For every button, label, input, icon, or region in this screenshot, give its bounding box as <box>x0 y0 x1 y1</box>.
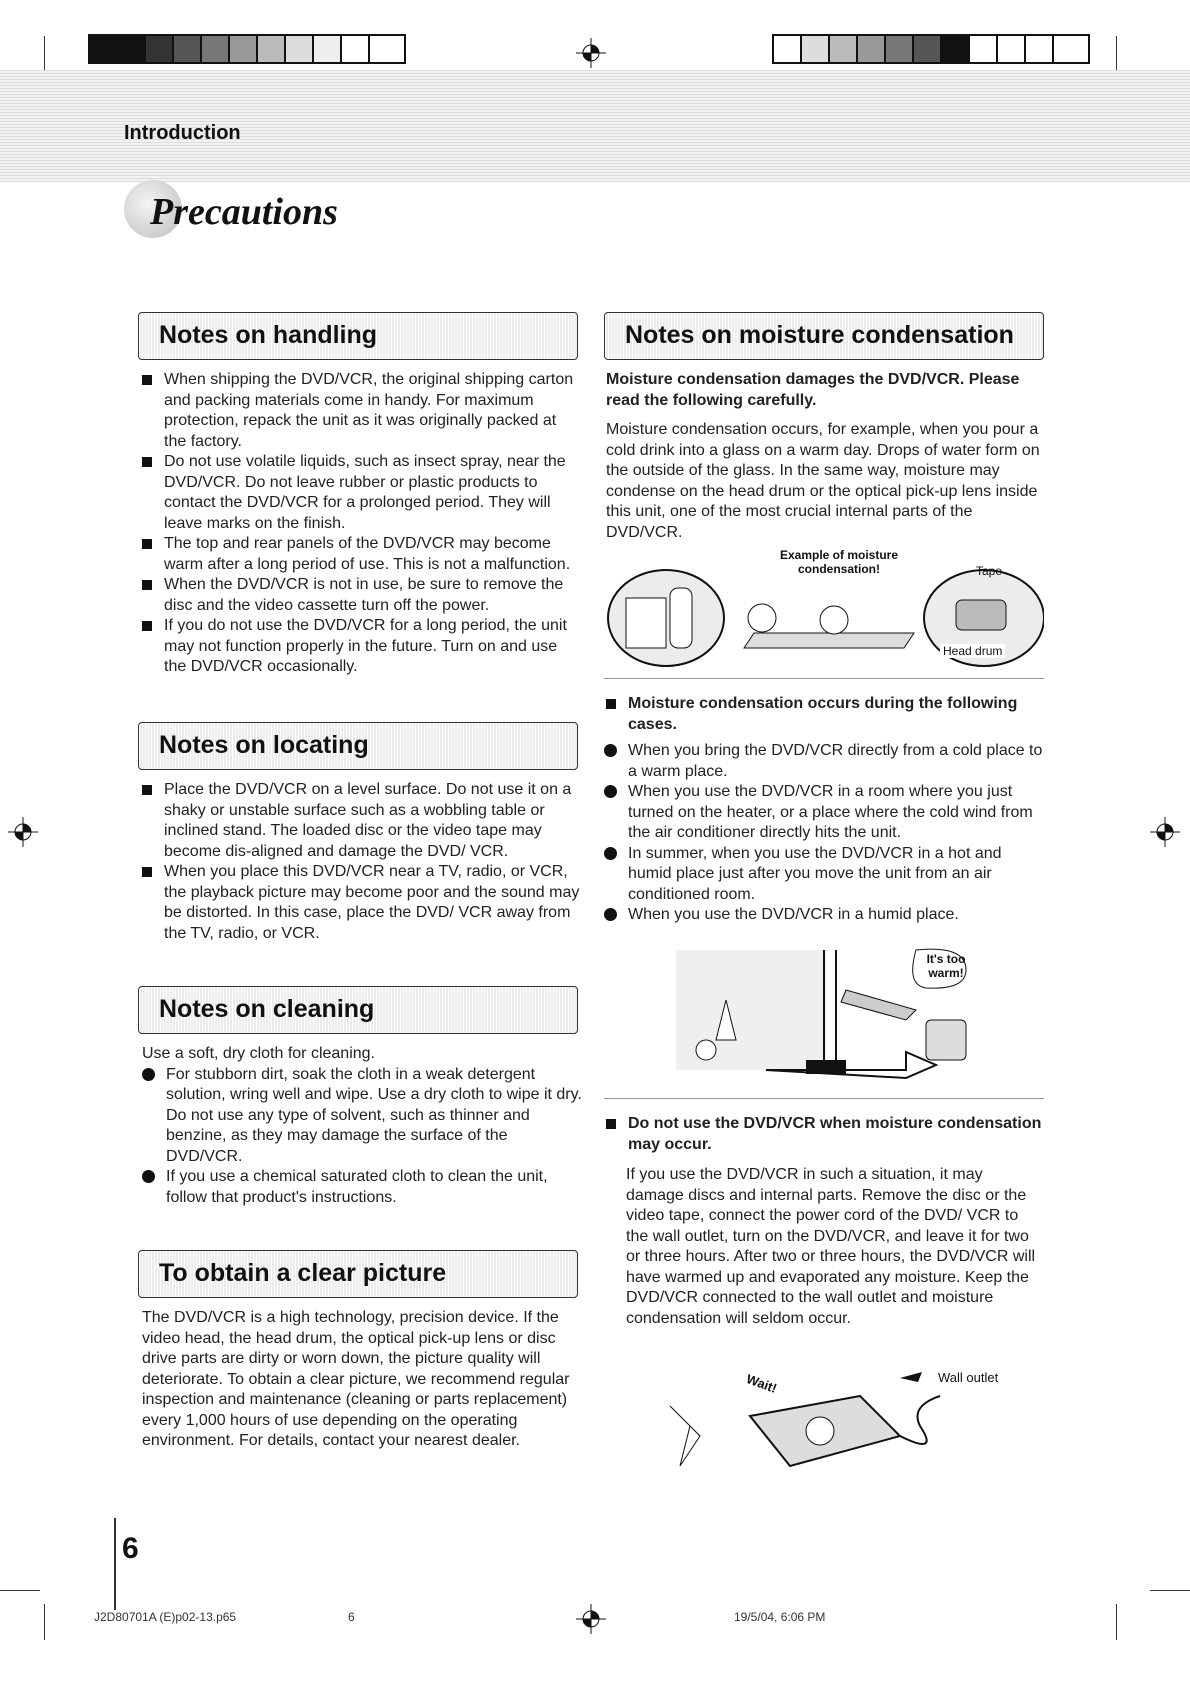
cleaning-heading-box <box>138 986 578 1034</box>
clear-picture-text: The DVD/VCR is a high technology, precision device. If the video head, the head drum, the optical pick-up lens or disc drive parts are dirty or worn down, the picture quality will deteriorate. To obtain a clear picture, we recommend regular inspection and maintenance (cleaning or parts replacement) every 1,000 hours of use depending on the operating environment. For details, contact your nearest dealer. <box>142 1309 570 1449</box>
page-number-rule <box>114 1518 116 1610</box>
footer-page-ref: 6 <box>348 1610 355 1624</box>
registration-bar-left <box>88 34 406 64</box>
moisture-warning: Moisture condensation damages the DVD/VCR. Please read the following carefully. <box>606 371 1020 409</box>
list-item: When you place this DVD/VCR near a TV, radio, or VCR, the playback picture may become poor and the sound may be distorted. In this case, place the DVD/ VCR away from the TV, radio, or VCR. <box>140 862 582 944</box>
moisture-text: Moisture condensation occurs, for example, when you pour a cold drink into a glass on a warm day. Drops of water form on the outside of the glass. In the same way, moisture may condense on the head drum or the optical pick-up lens inside this unit, one of the most crucial internal parts of the DVD/VCR. <box>606 421 1040 541</box>
list-item: If you do not use the DVD/VCR for a long period, the unit may not function properly in the future. Turn on and use the DVD/VCR occasionally. <box>140 616 582 678</box>
locating-list <box>140 780 582 944</box>
cleaning-section <box>142 1044 582 1208</box>
list-item: When the DVD/VCR is not in use, be sure to remove the disc and the video cassette turn off the power. <box>140 575 582 616</box>
illus3-wait: Wait! <box>744 1371 779 1396</box>
cleaning-item-extra: Do not use any type of solvent, such as thinner and benzine, as they may damage the surface of the DVD/VCR. <box>166 1106 530 1165</box>
list-item: In summer, when you use the DVD/VCR in a hot and humid place just after you move the unit from an air conditioned room. <box>604 844 1044 906</box>
illus1-tape-label: Tape <box>976 564 1003 578</box>
crosshair-icon <box>576 1604 606 1634</box>
cleaning-heading: Notes on cleaning <box>159 995 375 1023</box>
locating-heading-box <box>138 722 578 770</box>
divider <box>604 678 1044 679</box>
list-item: If you use a chemical saturated cloth to clean the unit, follow that product's instructions. <box>142 1167 582 1208</box>
list-item: When shipping the DVD/VCR, the original shipping carton and packing materials come in handy. For maximum protection, repack the unit as it was originally packed at the factory. <box>140 370 582 452</box>
cleaning-intro: Use a soft, dry cloth for cleaning. <box>142 1045 375 1062</box>
crop-mark <box>0 1590 40 1591</box>
locating-heading: Notes on locating <box>159 731 369 759</box>
list-item: When you bring the DVD/VCR directly from a cold place to a warm place. <box>604 741 1044 782</box>
handling-heading-box <box>138 312 578 360</box>
crosshair-icon <box>8 817 38 847</box>
divider <box>604 1098 1044 1099</box>
illus3-outlet: Wall outlet <box>938 1370 999 1385</box>
handling-list <box>140 370 582 678</box>
section-label: Introduction <box>124 122 241 144</box>
list-item: When you use the DVD/VCR in a humid place. <box>604 905 1044 926</box>
cases-section <box>604 694 1044 926</box>
crosshair-icon <box>576 38 606 68</box>
clear-picture-heading: To obtain a clear picture <box>159 1259 447 1287</box>
crop-mark <box>1150 1590 1190 1591</box>
moisture-heading-box <box>604 312 1044 360</box>
clear-picture-heading-box <box>138 1250 578 1298</box>
illus1-head-label: Head drum <box>940 644 1005 658</box>
donot-heading: Do not use the DVD/VCR when moisture condensation may occur. <box>604 1114 1044 1155</box>
donot-section <box>604 1114 1044 1329</box>
list-item <box>142 1065 582 1168</box>
cases-heading: Moisture condensation occurs during the following cases. <box>604 694 1044 735</box>
moisture-heading: Notes on moisture condensation <box>625 321 1014 349</box>
moisture-condensation-illustration <box>604 548 1044 670</box>
list-item: Place the DVD/VCR on a level surface. Do not use it on a shaky or unstable surface such as a wobbling table or inclined stand. The loaded disc or the video tape may become dis-aligned and damage the DVD/ VCR. <box>140 780 582 862</box>
footer-date: 19/5/04, 6:06 PM <box>734 1610 826 1624</box>
list-item: Do not use volatile liquids, such as insect spray, near the DVD/VCR. Do not leave rubber or plastic products to contact the DVD/VCR for a prolonged period. They will leave marks on the finish. <box>140 452 582 534</box>
crop-mark <box>1116 1604 1117 1640</box>
registration-bar-right <box>772 34 1090 64</box>
cleaning-item-text: For stubborn dirt, soak the cloth in a weak detergent solution, wring well and wipe. Use a dry cloth to wipe it dry. <box>166 1065 582 1103</box>
crop-mark <box>44 36 45 72</box>
list-item: When you use the DVD/VCR in a room where you just turned on the heater, or a place where the cold wind from the air conditioner directly hits the unit. <box>604 782 1044 844</box>
illus2-bubble: It's too warm! <box>926 952 966 980</box>
page-number: 6 <box>122 1532 139 1565</box>
illus1-caption: Example of moisture condensation! <box>779 548 899 576</box>
crop-mark <box>1116 36 1117 72</box>
too-warm-illustration <box>676 940 986 1080</box>
footer-file: J2D80701A (E)p02-13.p65 <box>94 1610 237 1624</box>
handling-heading: Notes on handling <box>159 321 378 349</box>
page-title: Precautions <box>150 191 338 233</box>
list-item: The top and rear panels of the DVD/VCR may become warm after a long period of use. This is not a malfunction. <box>140 534 582 575</box>
wait-illustration <box>660 1366 1010 1476</box>
crosshair-icon <box>1150 817 1180 847</box>
crop-mark <box>44 1604 45 1640</box>
donot-text: If you use the DVD/VCR in such a situation, it may damage discs and internal parts. Remove the disc or the video tape, connect the power cord of the DVD/ VCR to the wall outlet, turn on the DVD/VCR, and leave it for two or three hours. After two or three hours, the DVD/VCR will have warmed up and evaporated any moisture. Keep the DVD/VCR connected to the wall outlet and moisture condensation will seldom occur. <box>626 1166 1036 1327</box>
